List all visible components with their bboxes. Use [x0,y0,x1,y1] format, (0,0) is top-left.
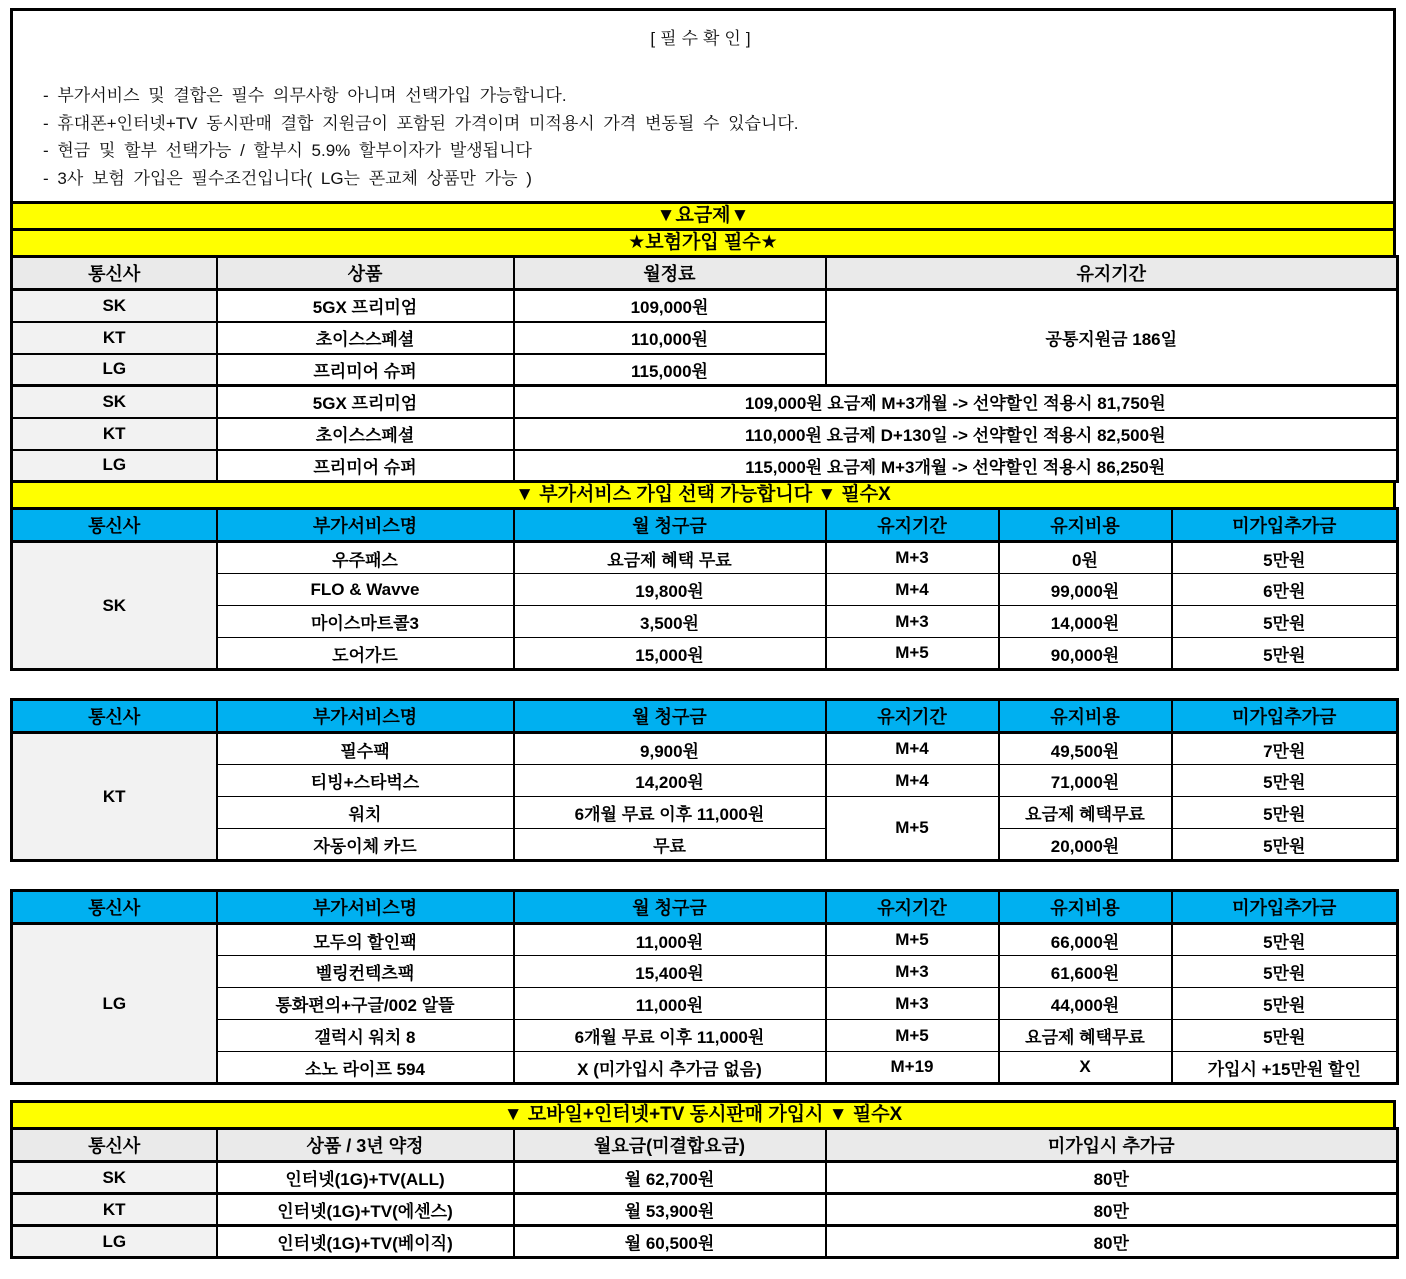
table-row [12,290,1398,322]
table-row [12,606,1398,638]
addon-period-cell: M+3 [826,542,999,574]
addon-penalty-cell: 5만원 [1172,765,1398,797]
addon-name-cell: 티빙+스타벅스 [217,765,514,797]
addon-period-cell: M+3 [826,988,999,1020]
plan-table [10,255,1399,483]
addon-name-cell: 모두의 할인팩 [217,924,514,956]
notice-title: [필수확인] [650,29,756,48]
fee-cell: 월 53,900원 [514,1194,826,1226]
addon-penalty-cell: 5만원 [1172,956,1398,988]
addon-cost-cell: 90,000원 [999,638,1172,670]
table-row [12,1020,1398,1052]
bundle-header-fee: 월요금(미결합요금) [514,1129,826,1162]
addon-period-cell: M+5 [826,924,999,956]
fee-cell: 109,000원 [514,290,826,322]
carrier-cell: SK [12,386,217,418]
addon-header-period: 유지기간 [826,509,999,542]
table-row [12,924,1398,956]
addon-header-cost: 유지비용 [999,891,1172,924]
carrier-cell: KT [12,733,217,861]
table-row [12,1162,1398,1194]
addon-charge-cell: X (미가입시 추가금 없음) [514,1052,826,1084]
addon-name-cell: 자동이체 카드 [217,829,514,861]
bundle-header-carrier: 통신사 [12,1129,217,1162]
carrier-cell: KT [12,1194,217,1226]
addon-penalty-cell: 5만원 [1172,797,1398,829]
addon-name-cell: 도어가드 [217,638,514,670]
addon-cost-cell: 71,000원 [999,765,1172,797]
addon-charge-cell: 15,400원 [514,956,826,988]
plan-header-product: 상품 [217,257,514,290]
notice-line-1: - 부가서비스 및 결합은 필수 의무사항 아니며 선택가입 가능합니다. [43,86,567,105]
notice-box [10,8,1396,204]
notice-line-2: - 휴대폰+인터넷+TV 동시판매 결합 지원금이 포함된 가격이며 미적용시 가격 변동될 수 있습니다. [43,113,799,133]
table-row [12,988,1398,1020]
addon-header-name: 부가서비스명 [217,509,514,542]
product-cell: 초이스스페셜 [217,418,514,450]
addon-period-cell: M+5 [826,797,999,861]
addon-cost-cell: 20,000원 [999,829,1172,861]
addon-cost-cell: 요금제 혜택무료 [999,797,1172,829]
lg-addon-table [10,889,1399,1085]
addon-header-charge: 월 청구금 [514,891,826,924]
bundle-header-row [12,1129,1398,1162]
carrier-cell: SK [12,1162,217,1194]
carrier-cell: SK [12,542,217,670]
maintain-note-cell: 공통지원금 186일 [826,290,1398,386]
addon-period-cell: M+3 [826,956,999,988]
addon-penalty-cell: 5만원 [1172,606,1398,638]
product-cell: 5GX 프리미엄 [217,386,514,418]
banner-insurance: ★보험가입 필수★ [10,228,1396,258]
addon-name-cell: 워치 [217,797,514,829]
addon-cost-cell: 14,000원 [999,606,1172,638]
table-row [12,797,1398,829]
plan-header-carrier: 통신사 [12,257,217,290]
addon-charge-cell: 11,000원 [514,988,826,1020]
addon-cost-cell: 66,000원 [999,924,1172,956]
carrier-cell: KT [12,418,217,450]
carrier-cell: LG [12,1226,217,1258]
kt-addon-table [10,698,1399,862]
product-cell: 프리미어 슈퍼 [217,354,514,386]
promo-sheet [10,8,1396,1259]
addon-header-penalty: 미가입추가금 [1172,700,1398,733]
addon-charge-cell: 요금제 혜택 무료 [514,542,826,574]
addon-header-row [12,700,1398,733]
table-row [12,418,1398,450]
penalty-cell: 80만 [826,1226,1398,1258]
addon-charge-cell: 11,000원 [514,924,826,956]
addon-penalty-cell: 5만원 [1172,829,1398,861]
addon-penalty-cell: 7만원 [1172,733,1398,765]
addon-name-cell: 필수팩 [217,733,514,765]
product-cell: 인터넷(1G)+TV(베이직) [217,1226,514,1258]
addon-header-cost: 유지비용 [999,700,1172,733]
banner-bundle: ▼ 모바일+인터넷+TV 동시판매 가입시 ▼ 필수X [10,1100,1396,1130]
fee-cell: 115,000원 [514,354,826,386]
plan-header-maintain: 유지기간 [826,257,1398,290]
addon-cost-cell: X [999,1052,1172,1084]
addon-name-cell: FLO & Wavve [217,574,514,606]
table-row [12,450,1398,482]
plan-header-fee: 월정료 [514,257,826,290]
addon-period-cell: M+5 [826,1020,999,1052]
fee-cell: 월 60,500원 [514,1226,826,1258]
table-row [12,386,1398,418]
addon-penalty-cell: 5만원 [1172,638,1398,670]
addon-name-cell: 마이스마트콜3 [217,606,514,638]
table-row [12,1052,1398,1084]
addon-name-cell: 벨링컨텍츠팩 [217,956,514,988]
addon-charge-cell: 무료 [514,829,826,861]
addon-header-carrier: 통신사 [12,700,217,733]
addon-header-carrier: 통신사 [12,509,217,542]
bundle-header-product: 상품 / 3년 약정 [217,1129,514,1162]
table-row [12,956,1398,988]
addon-penalty-cell: 5만원 [1172,1020,1398,1052]
notice-line-4: - 3사 보험 가입은 필수조건입니다( LG는 폰교체 상품만 가능 ) [43,168,532,188]
section-gap [10,862,1396,889]
product-cell: 인터넷(1G)+TV(에센스) [217,1194,514,1226]
addon-cost-cell: 0원 [999,542,1172,574]
discount-note-cell: 110,000원 요금제 D+130일 -> 선약할인 적용시 82,500원 [514,418,1398,450]
addon-period-cell: M+3 [826,606,999,638]
penalty-cell: 80만 [826,1162,1398,1194]
addon-cost-cell: 요금제 혜택무료 [999,1020,1172,1052]
addon-header-charge: 월 청구금 [514,700,826,733]
bundle-table [10,1127,1399,1259]
addon-charge-cell: 19,800원 [514,574,826,606]
addon-header-name: 부가서비스명 [217,891,514,924]
addon-penalty-cell: 5만원 [1172,988,1398,1020]
addon-charge-cell: 14,200원 [514,765,826,797]
addon-cost-cell: 49,500원 [999,733,1172,765]
addon-header-penalty: 미가입추가금 [1172,509,1398,542]
penalty-cell: 80만 [826,1194,1398,1226]
plan-table-header-row [12,257,1398,290]
table-row [12,733,1398,765]
notice-line-3: - 현금 및 할부 선택가능 / 할부시 5.9% 할부이자가 발생됩니다 [43,141,532,160]
addon-penalty-cell: 가입시 +15만원 할인 [1172,1052,1398,1084]
banner-addon: ▼ 부가서비스 가입 선택 가능합니다 ▼ 필수X [10,480,1396,510]
addon-penalty-cell: 5만원 [1172,542,1398,574]
product-cell: 초이스스페셜 [217,322,514,354]
addon-charge-cell: 6개월 무료 이후 11,000원 [514,1020,826,1052]
bundle-header-penalty: 미가입시 추가금 [826,1129,1398,1162]
table-row [12,574,1398,606]
carrier-cell: LG [12,924,217,1084]
carrier-cell: LG [12,354,217,386]
addon-charge-cell: 6개월 무료 이후 11,000원 [514,797,826,829]
addon-header-row [12,509,1398,542]
product-cell: 프리미어 슈퍼 [217,450,514,482]
table-row [12,638,1398,670]
addon-header-name: 부가서비스명 [217,700,514,733]
addon-name-cell: 우주패스 [217,542,514,574]
addon-header-period: 유지기간 [826,891,999,924]
addon-header-row [12,891,1398,924]
product-cell: 인터넷(1G)+TV(ALL) [217,1162,514,1194]
addon-period-cell: M+4 [826,574,999,606]
addon-period-cell: M+19 [826,1052,999,1084]
addon-header-penalty: 미가입추가금 [1172,891,1398,924]
carrier-cell: SK [12,290,217,322]
table-row [12,829,1398,861]
table-row [12,1226,1398,1258]
addon-period-cell: M+5 [826,638,999,670]
addon-charge-cell: 3,500원 [514,606,826,638]
product-cell: 5GX 프리미엄 [217,290,514,322]
section-gap [10,671,1396,698]
section-gap [10,1085,1396,1100]
addon-penalty-cell: 6만원 [1172,574,1398,606]
addon-penalty-cell: 5만원 [1172,924,1398,956]
table-row [12,765,1398,797]
addon-period-cell: M+4 [826,733,999,765]
addon-header-carrier: 통신사 [12,891,217,924]
fee-cell: 월 62,700원 [514,1162,826,1194]
addon-period-cell: M+4 [826,765,999,797]
addon-header-period: 유지기간 [826,700,999,733]
banner-plan: ▼요금제▼ [10,201,1396,231]
addon-charge-cell: 9,900원 [514,733,826,765]
addon-name-cell: 갤럭시 워치 8 [217,1020,514,1052]
notice-lines [43,82,1393,192]
discount-note-cell: 109,000원 요금제 M+3개월 -> 선약할인 적용시 81,750원 [514,386,1398,418]
addon-charge-cell: 15,000원 [514,638,826,670]
discount-note-cell: 115,000원 요금제 M+3개월 -> 선약할인 적용시 86,250원 [514,450,1398,482]
table-row [12,1194,1398,1226]
addon-cost-cell: 44,000원 [999,988,1172,1020]
addon-name-cell: 소노 라이프 594 [217,1052,514,1084]
addon-header-charge: 월 청구금 [514,509,826,542]
carrier-cell: LG [12,450,217,482]
fee-cell: 110,000원 [514,322,826,354]
table-row [12,542,1398,574]
addon-cost-cell: 61,600원 [999,956,1172,988]
addon-header-cost: 유지비용 [999,509,1172,542]
addon-cost-cell: 99,000원 [999,574,1172,606]
sk-addon-table [10,507,1399,671]
carrier-cell: KT [12,322,217,354]
addon-name-cell: 통화편의+구글/002 알뜰 [217,988,514,1020]
